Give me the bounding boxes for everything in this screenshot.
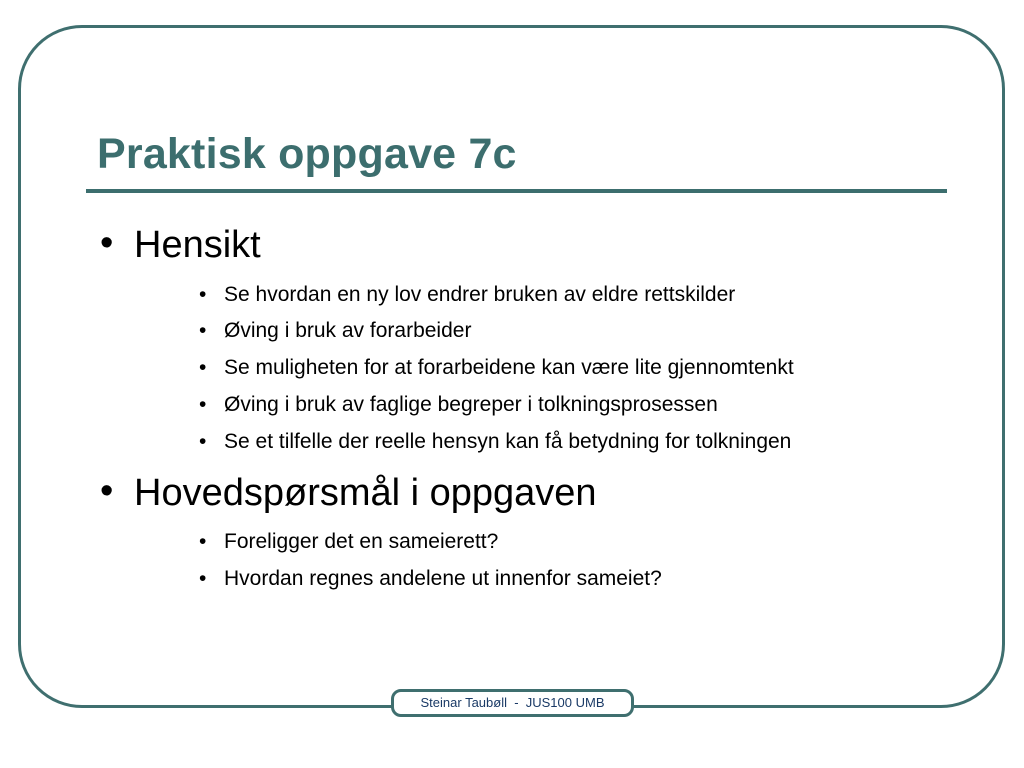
section-heading-hensikt: Hensikt [134,224,261,266]
list-item: Hvordan regnes andelene ut innenfor sameiet? [224,567,662,590]
bullet-icon: • [100,470,114,512]
bullet-icon: • [199,567,207,590]
list-item: Øving i bruk av forarbeider [224,319,472,342]
list-item: Se hvordan en ny lov endrer bruken av eldre rettskilder [224,283,736,306]
bullet-icon: • [199,430,207,453]
list-item: Se muligheten for at forarbeidene kan være lite gjennomtenkt [224,356,794,379]
bullet-icon: • [199,283,207,306]
bullet-icon: • [199,356,207,379]
list-item: Se et tilfelle der reelle hensyn kan få betydning for tolkningen [224,430,792,453]
list-item: Øving i bruk av faglige begreper i tolkningsprosessen [224,393,718,416]
bullet-icon: • [100,222,114,264]
section-heading-hovedsporsmal: Hovedspørsmål i oppgaven [134,472,597,514]
bullet-icon: • [199,393,207,416]
slide-footer: Steinar Taubøll - JUS100 UMB [391,689,634,717]
bullet-icon: • [199,319,207,342]
list-item: Foreligger det en sameierett? [224,530,499,553]
title-underline [86,189,947,193]
slide-title: Praktisk oppgave 7c [97,130,517,178]
bullet-icon: • [199,530,207,553]
